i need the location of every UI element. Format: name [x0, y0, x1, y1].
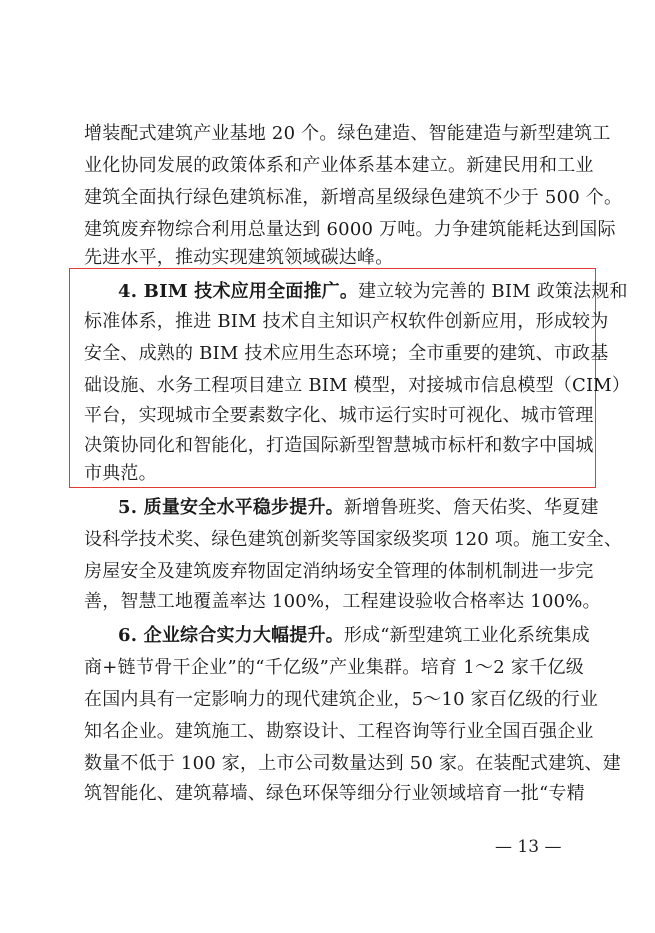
- text-line: 数量不低于 100 家，上市公司数量达到 50 家。在装配式建筑、建: [84, 753, 621, 774]
- text-line: 先进水平，推动实现建筑领域碳达峰。: [84, 247, 394, 268]
- text-line: 建筑全面执行绿色建筑标准，新增高星级绿色建筑不少于 500 个。: [84, 187, 623, 208]
- paragraph-first-line: [118, 620, 590, 652]
- paragraph-first-text: 新增鲁班奖、詹天佑奖、华夏建: [343, 497, 599, 518]
- paragraph-heading: 6. 企业综合实力大幅提升。: [118, 625, 344, 646]
- paragraph-first-line: [118, 276, 628, 308]
- text-line: 础设施、水务工程项目建立 BIM 模型，对接城市信息模型（CIM）: [84, 375, 631, 396]
- text-line: 业化协同发展的政策体系和产业体系基本建立。新建民用和工业: [84, 155, 594, 176]
- paragraph-first-text: 形成“新型建筑工业化系统集成: [343, 625, 590, 646]
- text-line: 标准体系，推进 BIM 技术自主知识产权软件创新应用，形成较为: [84, 311, 609, 332]
- paragraph-first-line: [118, 492, 599, 524]
- text-line: 决策协同化和智能化，打造国际新型智慧城市标杆和数字中国城: [84, 435, 594, 456]
- text-line: 房屋安全及建筑废弃物固定消纳场安全管理的体制机制进一步完: [84, 561, 594, 582]
- text-line: 知名企业。建筑施工、勘察设计、工程咨询等行业全国百强企业: [84, 721, 594, 742]
- paragraph-heading: 4. BIM 技术应用全面推广。: [118, 281, 359, 302]
- text-line: 安全、成熟的 BIM 技术应用生态环境；全市重要的建筑、市政基: [84, 343, 609, 364]
- text-line: 在国内具有一定影响力的现代建筑企业，5～10 家百亿级的行业: [84, 689, 599, 710]
- text-line: 建筑废弃物综合利用总量达到 6000 万吨。力争建筑能耗达到国际: [84, 219, 616, 240]
- text-line: 商+链节骨干企业”的“千亿级”产业集群。培育 1～2 家千亿级: [84, 657, 584, 678]
- paragraph-first-text: 建立较为完善的 BIM 政策法规和: [358, 281, 628, 302]
- text-line: 设科学技术奖、绿色建筑创新奖等国家级奖项 120 项。施工安全、: [84, 529, 623, 550]
- paragraph-heading: 5. 质量安全水平稳步提升。: [118, 497, 344, 518]
- page-number: — 13 —: [495, 837, 562, 857]
- text-line: 平台，实现城市全要素数字化、城市运行实时可视化、城市管理: [84, 405, 594, 426]
- text-line: 增装配式建筑产业基地 20 个。绿色建造、智能建造与新型建筑工: [84, 123, 611, 144]
- text-line: 筑智能化、建筑幕墙、绿色环保等细分行业领域培育一批“专精: [84, 783, 585, 804]
- text-line: 善，智慧工地覆盖率达 100%，工程建设验收合格率达 100%。: [84, 591, 601, 612]
- text-line: 市典范。: [84, 463, 157, 484]
